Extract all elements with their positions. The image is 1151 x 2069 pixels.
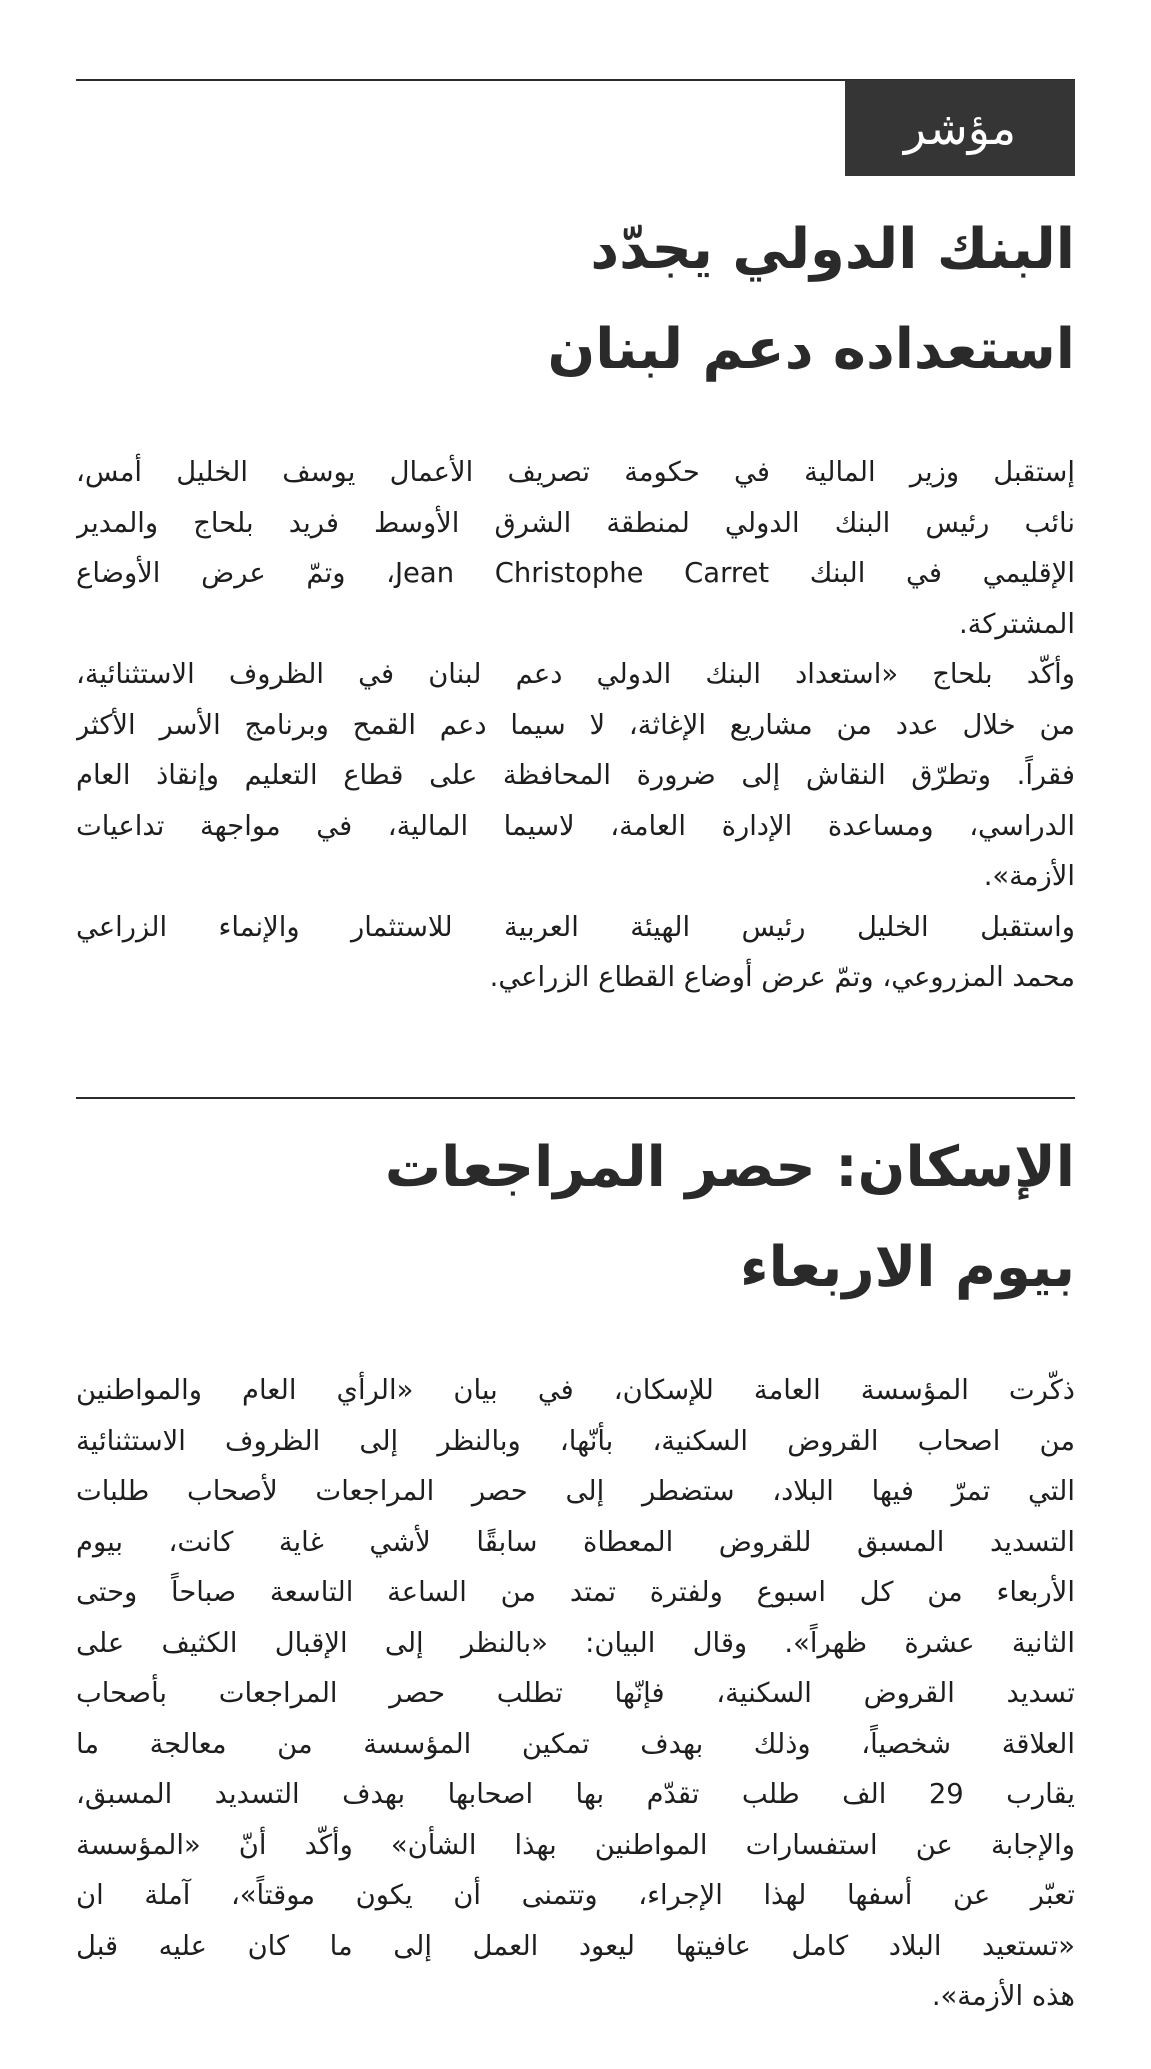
body-line: نائب رئيس البنك الدولي لمنطقة الشرق الأوسط فريد بلحاج والمدير	[76, 507, 1075, 539]
body-line: فقراً. وتطرّق النقاش إلى ضرورة المحافظة على قطاع التعليم وإنقاذ العام	[76, 760, 1075, 791]
body-line: من اصحاب القروض السكنية، بأنّها، وبالنظر إلى الظروف الاستثنائية	[76, 1425, 1075, 1457]
body-line: التسديد المسبق للقروض المعطاة سابقًا لأشي غاية كانت، بيوم	[76, 1526, 1075, 1558]
body-line: «تستعيد البلاد كامل عافيتها ليعود العمل إلى ما كان عليه قبل	[76, 1930, 1075, 1962]
article-1-body	[76, 448, 1075, 1004]
article-1-headline	[76, 200, 1075, 400]
section-tag: مؤشر	[845, 80, 1075, 176]
body-line: والإجابة عن استفسارات المواطنين بهذا الشأن» وأكّد أنّ «المؤسسة	[76, 1829, 1075, 1861]
article-divider	[76, 1097, 1075, 1099]
headline-line: بيوم الاربعاء	[740, 1235, 1075, 1300]
body-line: الإقليمي في البنك Jean Christophe Carret، وتمّ عرض الأوضاع	[76, 558, 1075, 589]
body-line: الثانية عشرة ظهراً». وقال البيان: «بالنظر إلى الإقبال الكثيف على	[76, 1627, 1075, 1659]
article-2-body	[76, 1366, 1075, 2023]
body-line: يقارب 29 الف طلب تقدّم بها اصحابها بهدف التسديد المسبق،	[76, 1779, 1075, 1810]
body-line: وأكّد بلحاج «استعداد البنك الدولي دعم لبنان في الظروف الاستثنائية،	[76, 659, 1075, 690]
body-line: المشتركة.	[958, 608, 1075, 640]
body-line: الأزمة».	[983, 861, 1075, 892]
body-line: التي تمرّ فيها البلاد، ستضطر إلى حصر المراجعات لأصحاب طلبات	[76, 1476, 1075, 1507]
headline-line: الإسكان: حصر المراجعات	[384, 1135, 1075, 1200]
body-line: الدراسي، ومساعدة الإدارة العامة، لاسيما المالية، في مواجهة تداعيات	[76, 810, 1075, 842]
body-line: من خلال عدد من مشاريع الإغاثة، لا سيما دعم القمح وبرنامج الأسر الأكثر	[76, 709, 1075, 741]
article-2-headline	[76, 1118, 1075, 1318]
body-line: تعبّر عن أسفها لهذا الإجراء، وتتمنى أن يكون موقتاً»، آملة ان	[76, 1880, 1075, 1911]
body-line: تسديد القروض السكنية، فإنّها تطلب حصر المراجعات بأصحاب	[76, 1678, 1075, 1709]
body-line: إستقبل وزير المالية في حكومة تصريف الأعمال يوسف الخليل أمس،	[76, 457, 1075, 488]
body-line: واستقبل الخليل رئيس الهيئة العربية للاستثمار والإنماء الزراعي	[76, 911, 1075, 943]
headline-line: استعداده دعم لبنان	[547, 317, 1075, 382]
body-line: هذه الأزمة».	[931, 1981, 1075, 2012]
body-line: العلاقة شخصياً، وذلك بهدف تمكين المؤسسة من معالجة ما	[76, 1728, 1075, 1760]
body-line: ذكّرت المؤسسة العامة للإسكان، في بيان «الرأي العام والمواطنين	[76, 1375, 1075, 1406]
headline-line: البنك الدولي يجدّد	[590, 217, 1075, 282]
body-line: محمد المزروعي، وتمّ عرض أوضاع القطاع الزراعي.	[489, 962, 1075, 993]
body-line: الأربعاء من كل اسبوع ولفترة تمتد من الساعة التاسعة صباحاً وحتى	[76, 1577, 1075, 1608]
